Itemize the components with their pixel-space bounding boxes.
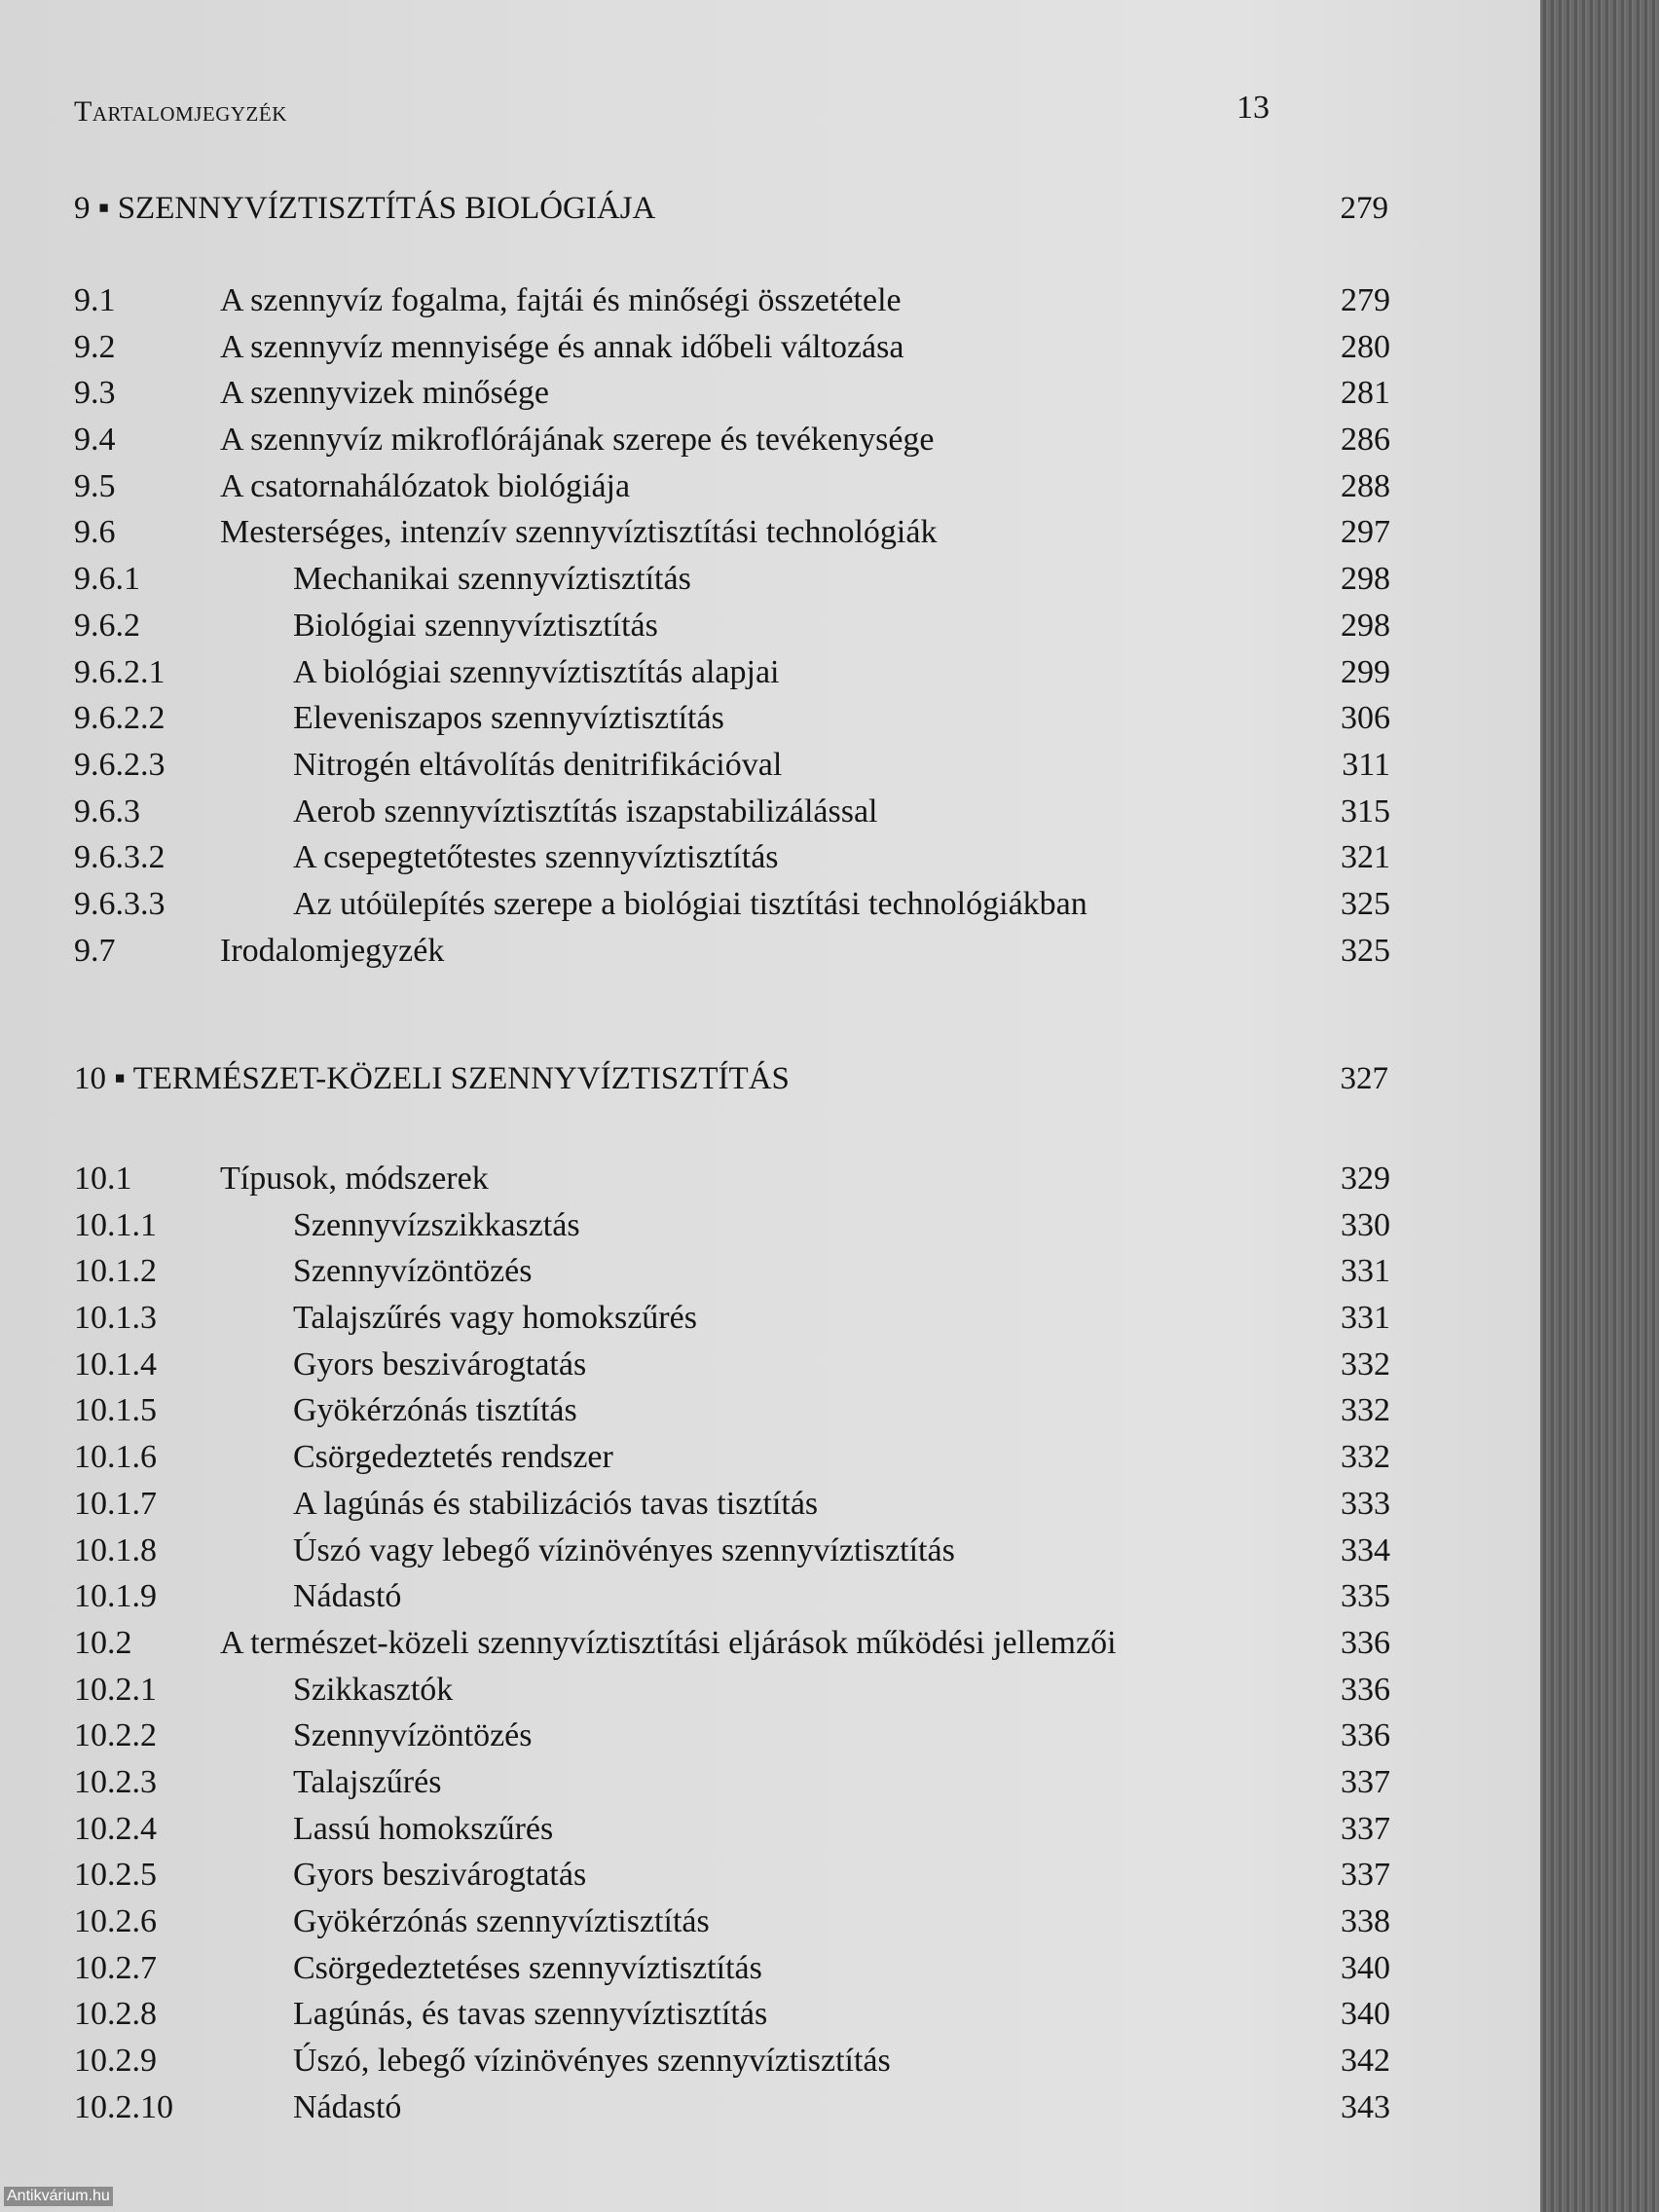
- entry-number: 10.2.6: [74, 1903, 157, 1939]
- entry-number: 9.6.2.1: [74, 653, 166, 690]
- watermark: Antikvárium.hu: [4, 2187, 113, 2206]
- toc-entry: [74, 463, 1390, 510]
- toc-entry: [74, 603, 1390, 649]
- entry-number: 9.4: [74, 422, 116, 459]
- entry-page: 337: [1341, 1810, 1390, 1847]
- entry-title: Lagúnás, és tavas szennyvíztisztítás: [293, 1996, 768, 2033]
- entry-page: 336: [1341, 1624, 1390, 1661]
- chapter-page: 327: [1340, 1061, 1388, 1096]
- entry-title: Csörgedeztetéses szennyvíztisztítás: [293, 1949, 762, 1986]
- entry-number: 9.5: [74, 467, 116, 504]
- entry-title: Aerob szennyvíztisztítás iszapstabilizálással: [293, 793, 878, 830]
- entry-page: 297: [1341, 514, 1390, 551]
- entry-page: 336: [1341, 1671, 1390, 1708]
- entry-page: 332: [1341, 1439, 1390, 1476]
- toc-entry: [74, 1759, 1390, 1806]
- entry-number: 10.2.8: [74, 1996, 157, 2033]
- entry-number: 10.1.3: [74, 1300, 157, 1337]
- entry-title: Biológiai szennyvíztisztítás: [293, 607, 658, 644]
- entry-page: 332: [1341, 1392, 1390, 1429]
- entry-page: 280: [1341, 328, 1390, 365]
- entry-page: 315: [1341, 793, 1390, 830]
- chapter-title: 9 ▪ SZENNYVÍZTISZTÍTÁS BIOLÓGIÁJA: [74, 191, 656, 226]
- entry-title: A szennyvíz fogalma, fajtái és minőségi összetétele: [220, 282, 902, 318]
- entry-number: 9.6.2.3: [74, 746, 166, 783]
- toc-entry: [74, 1295, 1390, 1342]
- page-number: 13: [1236, 90, 1270, 126]
- entry-page: 335: [1341, 1578, 1390, 1615]
- entry-title: A csatornahálózatok biológiája: [220, 467, 631, 504]
- entry-title: Talajszűrés: [293, 1763, 442, 1800]
- entry-page: 338: [1341, 1903, 1390, 1939]
- entry-page: 331: [1341, 1300, 1390, 1337]
- entry-number: 9.6: [74, 514, 116, 551]
- entry-number: 10.2.10: [74, 2088, 173, 2125]
- entry-number: 10.1.7: [74, 1485, 157, 1522]
- entry-title: A biológiai szennyvíztisztítás alapjai: [293, 653, 780, 690]
- entry-title: Csörgedeztetés rendszer: [293, 1439, 613, 1476]
- entry-number: 9.6.3: [74, 793, 140, 830]
- entry-number: 10.1.9: [74, 1578, 157, 1615]
- entry-title: Gyors beszivárogtatás: [293, 1857, 587, 1894]
- entry-number: 9.6.2: [74, 607, 140, 644]
- entry-page: 334: [1341, 1531, 1390, 1568]
- entry-title: Eleveniszapos szennyvíztisztítás: [293, 700, 724, 737]
- entry-number: 10.1: [74, 1161, 132, 1197]
- entry-page: 279: [1341, 282, 1390, 318]
- entry-number: 10.1.1: [74, 1206, 157, 1243]
- entry-title: Úszó, lebegő vízinövényes szennyvíztisztítás: [293, 2043, 891, 2080]
- entry-number: 10.2.1: [74, 1671, 157, 1708]
- entry-number: 10.2.2: [74, 1717, 157, 1754]
- toc-entry: [74, 1528, 1390, 1574]
- entry-page: 340: [1341, 1996, 1390, 2033]
- toc-entry: [74, 1156, 1390, 1202]
- entry-number: 9.1: [74, 282, 116, 318]
- toc-entry: [74, 2038, 1390, 2084]
- toc-entry: [74, 2084, 1390, 2131]
- entry-number: 9.6.2.2: [74, 700, 166, 737]
- entry-number: 9.2: [74, 328, 116, 365]
- entry-title: A szennyvíz mikroflórájának szerepe és tevékenysége: [220, 422, 935, 459]
- entry-page: 321: [1341, 839, 1390, 876]
- entry-title: Szikkasztók: [293, 1671, 454, 1708]
- toc-entry: [74, 928, 1390, 975]
- entry-page: 329: [1341, 1161, 1390, 1197]
- toc-entry: [74, 1248, 1390, 1295]
- entry-title: Mechanikai szennyvíztisztítás: [293, 561, 691, 598]
- entry-page: 332: [1341, 1346, 1390, 1382]
- entry-page: 343: [1341, 2088, 1390, 2125]
- entry-page: 325: [1341, 885, 1390, 922]
- entry-number: 10.1.6: [74, 1439, 157, 1476]
- entry-title: Irodalomjegyzék: [220, 932, 445, 969]
- entry-number: 10.2.4: [74, 1810, 157, 1847]
- entry-page: 331: [1341, 1253, 1390, 1290]
- chapter-page: 279: [1340, 191, 1388, 226]
- entry-title: Nádastó: [293, 1578, 402, 1615]
- entry-number: 9.6.3.2: [74, 839, 166, 876]
- entry-number: 9.6.3.3: [74, 885, 166, 922]
- entry-title: Szennyvízszikkasztás: [293, 1206, 580, 1243]
- toc-entry: [74, 789, 1390, 835]
- entry-page: 298: [1341, 561, 1390, 598]
- entry-page: 288: [1341, 467, 1390, 504]
- entry-title: A szennyvizek minősége: [220, 375, 550, 412]
- entry-page: 337: [1341, 1763, 1390, 1800]
- entry-title: Az utóülepítés szerepe a biológiai tisztítási technológiákban: [293, 885, 1088, 922]
- entry-page: 333: [1341, 1485, 1390, 1522]
- entry-page: 306: [1341, 700, 1390, 737]
- entry-page: 311: [1342, 746, 1390, 783]
- toc-entry: [74, 1387, 1390, 1434]
- entry-number: 10.2.3: [74, 1763, 157, 1800]
- entry-title: Talajszűrés vagy homokszűrés: [293, 1300, 697, 1337]
- toc-entry: [74, 324, 1390, 371]
- entry-title: Mesterséges, intenzív szennyvíztisztítási technológiák: [220, 514, 938, 551]
- entry-number: 10.2: [74, 1624, 132, 1661]
- entry-page: 325: [1341, 932, 1390, 969]
- toc-entry: [74, 1434, 1390, 1481]
- entry-title: Gyökérzónás tisztítás: [293, 1392, 577, 1429]
- entry-page: 298: [1341, 607, 1390, 644]
- entry-page: 299: [1341, 653, 1390, 690]
- toc-entry: [74, 370, 1390, 417]
- entry-number: 10.2.5: [74, 1857, 157, 1894]
- entry-title: Nádastó: [293, 2088, 402, 2125]
- toc-entry: [74, 277, 1390, 324]
- entry-title: Szennyvízöntözés: [293, 1717, 533, 1754]
- toc-entry: [74, 1202, 1390, 1249]
- entry-title: Nitrogén eltávolítás denitrifikációval: [293, 746, 783, 783]
- entry-page: 342: [1341, 2043, 1390, 2080]
- entry-page: 281: [1341, 375, 1390, 412]
- toc-entry: [74, 1806, 1390, 1853]
- toc-entry: [74, 1481, 1390, 1528]
- entry-page: 286: [1341, 422, 1390, 459]
- entry-number: 10.2.7: [74, 1949, 157, 1986]
- entry-title: Úszó vagy lebegő vízinövényes szennyvíztisztítás: [293, 1531, 955, 1568]
- entry-number: 10.1.4: [74, 1346, 157, 1382]
- entry-number: 10.1.2: [74, 1253, 157, 1290]
- entry-number: 10.1.5: [74, 1392, 157, 1429]
- entry-title: Szennyvízöntözés: [293, 1253, 533, 1290]
- entry-title: Gyökérzónás szennyvíztisztítás: [293, 1903, 710, 1939]
- entry-title: A természet-közeli szennyvíztisztítási eljárások működési jellemzői: [220, 1624, 1117, 1661]
- entry-title: A csepegtetőtestes szennyvíztisztítás: [293, 839, 779, 876]
- entry-number: 9.6.1: [74, 561, 140, 598]
- toc-entry: [74, 695, 1390, 742]
- toc-list-chapter-10: [74, 1156, 1390, 2130]
- toc-entry: [74, 1991, 1390, 2038]
- toc-entry: [74, 649, 1390, 696]
- chapter-heading-9: [74, 191, 1388, 227]
- toc-entry: [74, 556, 1390, 603]
- entry-title: Típusok, módszerek: [220, 1161, 489, 1197]
- toc-entry: [74, 417, 1390, 463]
- toc-entry: [74, 1713, 1390, 1759]
- entry-title: Lassú homokszűrés: [293, 1810, 554, 1847]
- toc-entry: [74, 1667, 1390, 1714]
- toc-entry: [74, 1620, 1390, 1667]
- entry-title: Gyors beszivárogtatás: [293, 1346, 587, 1382]
- running-title: Tartalomjegyzék: [74, 95, 287, 128]
- toc-entry: [74, 742, 1390, 789]
- toc-entry: [74, 509, 1390, 556]
- toc-entry: [74, 881, 1390, 928]
- chapter-title: 10 ▪ TERMÉSZET-KÖZELI SZENNYVÍZTISZTÍTÁS: [74, 1061, 790, 1096]
- entry-page: 336: [1341, 1717, 1390, 1754]
- chapter-heading-10: [74, 1061, 1388, 1097]
- entry-page: 337: [1341, 1857, 1390, 1894]
- toc-entry: [74, 1945, 1390, 1992]
- book-edge: [1540, 0, 1659, 2212]
- entry-number: 10.2.9: [74, 2043, 157, 2080]
- entry-number: 9.3: [74, 375, 116, 412]
- entry-number: 10.1.8: [74, 1531, 157, 1568]
- toc-list-chapter-9: [74, 277, 1390, 974]
- entry-page: 330: [1341, 1206, 1390, 1243]
- entry-title: A lagúnás és stabilizációs tavas tisztítás: [293, 1485, 819, 1522]
- toc-entry: [74, 1342, 1390, 1388]
- toc-entry: [74, 834, 1390, 881]
- entry-title: A szennyvíz mennyisége és annak időbeli változása: [220, 328, 904, 365]
- entry-page: 340: [1341, 1949, 1390, 1986]
- toc-entry: [74, 1899, 1390, 1945]
- toc-entry: [74, 1573, 1390, 1620]
- toc-entry: [74, 1852, 1390, 1899]
- entry-number: 9.7: [74, 932, 116, 969]
